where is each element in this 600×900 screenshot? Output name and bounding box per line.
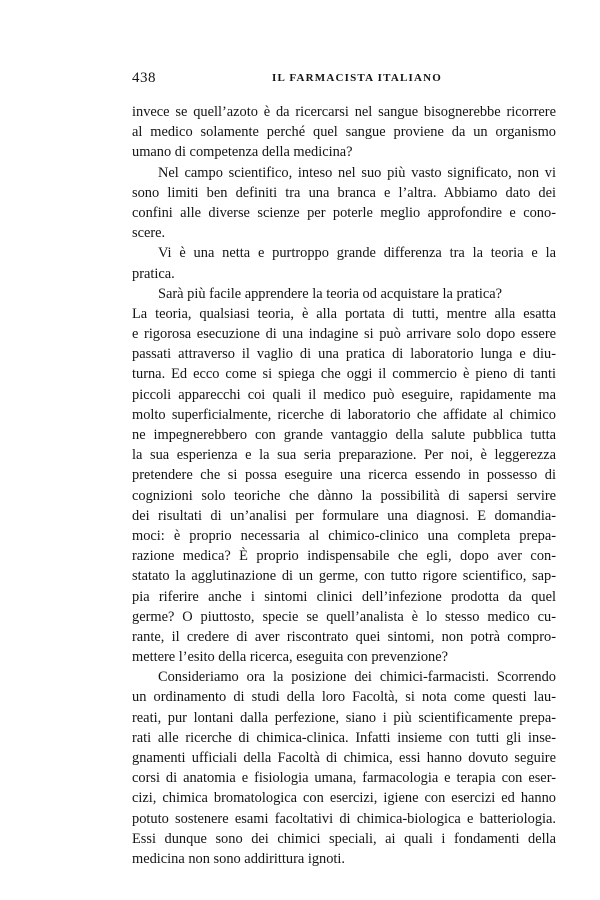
text-line: corsi di anatomia e fisiologia umana, farmacologia e terapia con eser- xyxy=(132,770,556,787)
text-line: La teoria, qualsiasi teoria, è alla portata di tutti, mentre alla esatta xyxy=(132,305,556,322)
text-line: piccoli apparecchi coi quali il medico può eseguire, rapidamente ma xyxy=(132,386,556,403)
text-line: cognizioni solo teoriche che dànno la possibilità di sapersi servire xyxy=(132,487,556,504)
text-line: medicina non sono addirittura ignoti. xyxy=(132,850,346,867)
text-line: Consideriamo ora la posizione dei chimici-farmacisti. Scorrendo xyxy=(158,669,556,686)
text-line: confini alle diverse scienze per poterle meglio approfondire e cono- xyxy=(132,204,556,221)
text-line: invece se quell’azoto è da ricercarsi nel sangue bisognerebbe ricorrere xyxy=(132,104,556,120)
text-line: e rigorosa esecuzione di una indagine si può arrivare solo dopo essere xyxy=(132,326,556,343)
text-line: passati attraverso il vaglio di una pratica di laboratorio lunga e diu- xyxy=(132,346,556,363)
text-line: un ordinamento di studi della loro Facoltà, si nota come questi lau- xyxy=(132,689,556,706)
text-line: mettere l’esito della ricerca, eseguita con prevenzione? xyxy=(132,649,449,666)
text-line: Vi è una netta e purtroppo grande differenza tra la teoria e la xyxy=(158,245,556,262)
text-line: rati alle ricerche di chimica-clinica. Infatti insieme con tutti gli inse- xyxy=(132,729,556,746)
text-line: sono limiti ben definiti tra una branca e l’altra. Abbiamo dato dei xyxy=(132,184,556,201)
text-line: statato la agglutinazione di un germe, con tutto rigore scientifico, sap- xyxy=(132,568,556,585)
page-header xyxy=(132,70,556,88)
text-line: Essi dunque sono dei chimici speciali, ai quali i fondamenti della xyxy=(132,830,556,847)
text-line: moci: è proprio necessaria al chimico-clinico una completa prepa- xyxy=(132,527,556,544)
page-number: 438 xyxy=(132,70,156,86)
text-line: scere. xyxy=(132,225,166,242)
text-line: rante, il credere di aver riscontrato quei sintomi, non potrà compro- xyxy=(132,628,556,645)
text-line: la sua esperienza e la sua seria preparazione. Per noi, è leggerezza xyxy=(132,447,556,464)
text-line: al medico solamente perché quel sangue proviene da un organismo xyxy=(132,124,556,141)
body-text xyxy=(132,102,556,869)
text-line: cizi, chimica bromatologica con esercizi, igiene con esercizi ed hanno xyxy=(132,790,556,807)
text-line: germe? O piuttosto, specie se quell’analista è lo stesso medico cu- xyxy=(132,608,556,625)
text-line: pia riferire anche i sintomi clinici dell’infezione prodotta da quel xyxy=(132,588,556,605)
text-line: molto superficialmente, ricerche di laboratorio che affidate al chimico xyxy=(132,406,556,423)
text-line: turna. Ed ecco come si spiega che oggi il commercio è pieno di tanti xyxy=(132,366,556,383)
text-line: gnamenti ufficiali della Facoltà di chimica, essi hanno dovuto seguire xyxy=(132,750,556,766)
running-title: IL FARMACISTA ITALIANO xyxy=(272,72,443,84)
text-line: dei risultati di un’analisi per formulare una diagnosi. E domandia- xyxy=(132,507,556,524)
text-line: razione medica? È proprio indispensabile che egli, dopo aver con- xyxy=(132,548,556,565)
text-line: pretendere che si possa eseguire una ricerca essendo in possesso di xyxy=(132,467,556,484)
text-line: pratica. xyxy=(132,265,175,282)
text-line: reati, pur lontani dalla perfezione, siano i più scientificamente prepa- xyxy=(132,709,556,726)
text-line: Sarà più facile apprendere la teoria od acquistare la pratica? xyxy=(158,285,502,302)
text-line: ne impegnerebbero con grande vantaggio della salute pubblica tutta xyxy=(132,427,556,443)
text-line: umano di competenza della medicina? xyxy=(132,144,353,161)
text-line: Nel campo scientifico, inteso nel suo più vasto significato, non vi xyxy=(158,164,556,181)
text-line: potuto sostenere esami facoltativi di chimica-biologica e batteriologia. xyxy=(132,810,556,827)
